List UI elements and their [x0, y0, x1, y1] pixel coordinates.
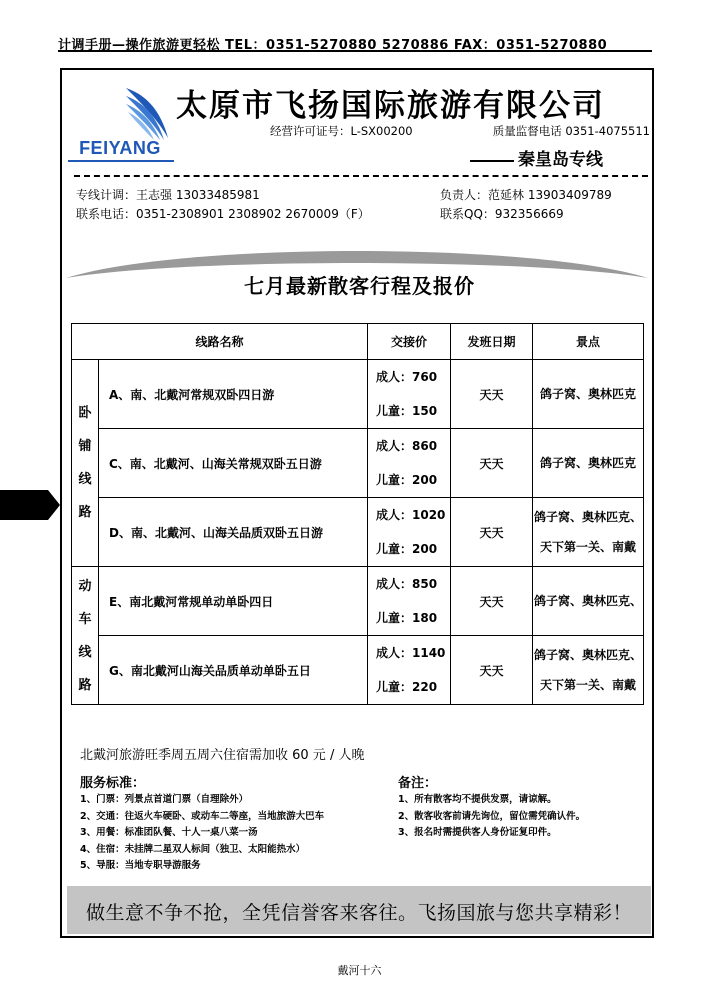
header-spots: 景点 — [533, 324, 644, 360]
list-item: 1、门票：列景点首道门票（自理除外） — [80, 794, 249, 805]
qq-contact: 联系QQ：932356669 — [440, 207, 564, 221]
list-item: 3、报名时需提供客人身份证复印件。 — [398, 827, 557, 838]
spots-cell: 鸽子窝、奥林匹克 — [533, 429, 644, 498]
services-list — [80, 792, 324, 875]
spots-cell: 鸽子窝、奥林匹克、 天下第一关、南戴 — [533, 636, 644, 705]
table-row — [72, 567, 644, 636]
header-price: 交接价 — [368, 324, 451, 360]
spots-cell: 鸽子窝、奥林匹克、 天下第一关、南戴 — [533, 498, 644, 567]
departure-date: 天天 — [451, 567, 533, 636]
header-rule — [58, 50, 652, 52]
page-heading: 七月最新散客行程及报价 — [244, 274, 475, 298]
license-row — [270, 123, 650, 139]
surcharge-note: 北戴河旅游旺季周五周六住宿需加收 60 元 / 人晚 — [80, 748, 365, 763]
table-row — [72, 360, 644, 429]
side-tab-marker — [0, 490, 48, 520]
spots-cell: 鸽子窝、奥林匹克、 — [533, 567, 644, 636]
departure-date: 天天 — [451, 360, 533, 429]
list-item: 4、住宿：未挂牌二星双人标间（独卫、太阳能热水） — [80, 843, 306, 855]
price-cell: 成人：760 儿童：150 — [368, 360, 451, 429]
category-sleeper: 卧铺线路 — [72, 360, 99, 567]
table-header-row — [72, 324, 644, 360]
planner-contact: 专线计调：王志强 13033485981 — [76, 188, 260, 202]
company-name: 太原市飞扬国际旅游有限公司 — [176, 88, 605, 124]
header-date: 发班日期 — [451, 324, 533, 360]
spots-cell: 鸽子窝、奥林匹克 — [533, 360, 644, 429]
price-cell: 成人：1140 儿童：220 — [368, 636, 451, 705]
table-row — [72, 429, 644, 498]
logo-underline — [68, 160, 174, 162]
quality-phone: 质量监督电话 0351-4075511 — [492, 124, 650, 138]
remarks-title: 备注： — [398, 776, 438, 791]
phone-contact: 联系电话：0351-2308901 2308902 2670009（F） — [76, 207, 370, 221]
page-number: 戴河十六 — [337, 964, 382, 977]
header-route-name: 线路名称 — [72, 324, 368, 360]
slogan-text: 做生意不争不抢，全凭信誉客来客往。飞扬国旅与您共享精彩！ — [85, 902, 632, 924]
remarks-list — [398, 792, 585, 842]
departure-date: 天天 — [451, 429, 533, 498]
table-row — [72, 636, 644, 705]
price-cell: 成人：860 儿童：200 — [368, 429, 451, 498]
route-price-table — [71, 323, 644, 705]
price-cell: 成人：1020 儿童：200 — [368, 498, 451, 567]
route-name: G、南北戴河山海关品质单动单卧五日 — [99, 636, 368, 705]
list-item: 3、用餐：标准团队餐、十人一桌八菜一汤 — [80, 827, 258, 838]
route-name: A、南、北戴河常规双卧四日游 — [99, 360, 368, 429]
dashed-divider — [74, 175, 648, 177]
special-line-title: 秦皇岛专线 — [470, 145, 650, 170]
logo-text: FEIYANG — [79, 138, 161, 158]
company-logo — [64, 86, 176, 166]
list-item: 2、交通：往返火车硬卧、或动车二等座，当地旅游大巴车 — [80, 810, 325, 822]
manager-contact: 负责人：范延林 13903409789 — [440, 188, 612, 202]
list-item: 1、所有散客均不提供发票，请谅解。 — [398, 794, 557, 805]
list-item: 2、散客收客前请先询位，留位需凭确认件。 — [398, 810, 586, 822]
wing-logo-icon — [124, 86, 172, 142]
license-number: 经营许可证号：L-SX00200 — [270, 124, 413, 138]
list-item: 5、导服：当地专职导游服务 — [80, 860, 201, 871]
departure-date: 天天 — [451, 498, 533, 567]
route-name: D、南、北戴河、山海关品质双卧五日游 — [99, 498, 368, 567]
price-cell: 成人：850 儿童：180 — [368, 567, 451, 636]
table-row — [72, 498, 644, 567]
route-name: C、南、北戴河、山海关常规双卧五日游 — [99, 429, 368, 498]
header-contact-line: 计调手册—操作旅游更轻松 TEL：0351-5270880 5270886 FAX：0351-5270880 — [58, 38, 608, 53]
departure-date: 天天 — [451, 636, 533, 705]
category-train: 动车线路 — [72, 567, 99, 705]
services-title: 服务标准： — [80, 776, 146, 791]
route-name: E、南北戴河常规单动单卧四日 — [99, 567, 368, 636]
